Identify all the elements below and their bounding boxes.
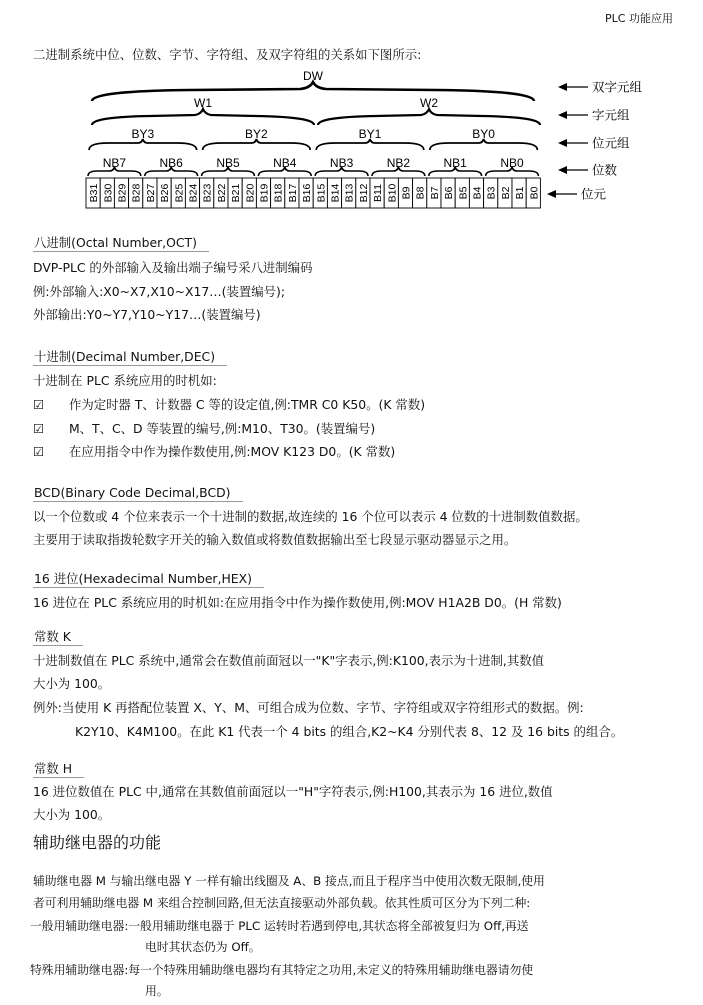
w2-label: W2 <box>420 96 438 110</box>
bit-label: B23 <box>201 183 214 203</box>
legend-label: 位元 <box>581 187 607 202</box>
bit-label: B26 <box>159 183 172 203</box>
legend-label: 字元组 <box>592 108 630 123</box>
octal-heading: 八进制(Octal Number,OCT) <box>33 233 209 252</box>
arrow-head-icon <box>547 190 556 198</box>
bit-label: B6 <box>443 186 456 200</box>
nibble-label: NB6 <box>159 156 183 170</box>
relay-title: 辅助继电器的功能 <box>33 833 162 852</box>
dw-brace <box>92 82 534 101</box>
nibble-label: NB3 <box>329 156 354 170</box>
bit-label: B2 <box>499 186 512 200</box>
decimal-heading: 十进制(Decimal Number,DEC) <box>33 347 227 366</box>
arrow-head-icon <box>558 83 567 91</box>
const-k-line-3: 例外:当使用 K 再搭配位装置 X、Y、M、可组合成为位数、字节、字符组或双字符组形式的数据。例: <box>33 700 584 715</box>
octal-line-3: 外部输出:Y0~Y7,Y10~Y17…(装置编号) <box>33 307 261 322</box>
bit-label: B5 <box>457 186 470 200</box>
bit-cells <box>86 178 540 208</box>
decimal-item-text: M、T、C、D 等装置的编号,例:M10、T30。(装置编号) <box>68 421 376 436</box>
bit-label: B29 <box>116 183 129 203</box>
nibble-braces <box>88 167 538 176</box>
diagram-legend <box>547 81 643 202</box>
bcd-line-1: 以一个位数或 4 个位来表示一个十进制的数据,故连续的 16 个位可以表示 4 位数的十进制数值数据。 <box>33 509 588 524</box>
bit-label: B9 <box>400 186 413 200</box>
relay-line-2: 者可利用辅助继电器 M 来组合控制回路,但无法直接驱动外部负载。依其性质可区分为下列二种: <box>33 896 531 910</box>
const-h-line-1: 16 进位数值在 PLC 中,通常在其数值前面冠以一"H"字符表示,例:H100,其表示为 16 进位,数值 <box>33 784 553 799</box>
octal-line-2: 例:外部输入:X0~X7,X10~X17…(装置编号); <box>33 284 286 299</box>
const-k-line-2: 大小为 100。 <box>33 676 111 691</box>
decimal-item-3 <box>33 443 395 461</box>
bit-label: B18 <box>272 183 285 203</box>
relay-line-5: 特殊用辅助继电器:每一个特殊用辅助继电器均有其特定之功用,未定义的特殊用辅助继电器请勿使 <box>30 963 534 977</box>
bit-label: B20 <box>244 183 257 203</box>
checkbox-icon: ☑ <box>33 444 45 459</box>
byte-label: BY2 <box>245 127 268 141</box>
octal-line-1: DVP-PLC 的外部输入及输出端子编号采八进制编码 <box>33 260 313 275</box>
page-header: PLC 功能应用 <box>605 12 673 25</box>
bcd-heading: BCD(Binary Code Decimal,BCD) <box>33 483 243 502</box>
relay-line-3: 一般用辅助继电器:一般用辅助继电器于 PLC 运转时若遇到停电,其状态将全部被复归为 Off,再送 <box>30 919 529 933</box>
decimal-item-1 <box>33 396 425 414</box>
bit-label: B31 <box>88 183 101 203</box>
bit-label: B21 <box>230 183 243 203</box>
byte-braces <box>89 139 537 150</box>
byte-labels <box>131 127 495 141</box>
const-h-line-2: 大小为 100。 <box>33 807 111 822</box>
bit-label: B28 <box>130 183 143 203</box>
bit-label: B30 <box>102 183 115 203</box>
byte-label: BY0 <box>472 127 495 141</box>
legend-label: 位数 <box>592 163 618 178</box>
bit-label: B15 <box>315 183 328 203</box>
bit-label: B0 <box>528 186 541 200</box>
const-k-line-4: K2Y10、K4M100。在此 K1 代表一个 4 bits 的组合,K2~K4 分别代表 8、12 及 16 bits 的组合。 <box>75 724 624 739</box>
checkbox-icon: ☑ <box>33 397 45 412</box>
bit-label: B17 <box>286 183 299 203</box>
bit-relationship-diagram <box>0 60 703 220</box>
bit-label: B25 <box>173 183 186 203</box>
const-k-line-1: 十进制数值在 PLC 系统中,通常会在数值前面冠以一"K"字表示,例:K100,表示为十进制,其数值 <box>33 653 545 668</box>
dw-label: DW <box>303 69 323 83</box>
relay-line-4: 电时其状态仍为 Off。 <box>145 940 261 954</box>
nibble-label: NB4 <box>273 156 297 170</box>
w2-brace <box>318 109 540 125</box>
bit-label: B16 <box>301 183 314 203</box>
checkbox-icon: ☑ <box>33 421 45 436</box>
w1-brace <box>92 109 314 125</box>
legend-label: 位元组 <box>592 136 630 151</box>
nibble-label: NB5 <box>216 156 240 170</box>
w1-label: W1 <box>194 96 212 110</box>
bit-label: B14 <box>329 183 342 203</box>
bit-label: B24 <box>187 183 200 203</box>
bit-label: B13 <box>343 183 356 203</box>
nibble-label: NB2 <box>386 156 411 170</box>
decimal-item-2 <box>33 420 375 438</box>
bit-label: B11 <box>372 184 385 202</box>
byte-label: BY3 <box>131 127 155 141</box>
bit-label: B19 <box>258 183 271 203</box>
legend-label: 双字元组 <box>592 80 643 95</box>
bit-label: B10 <box>386 183 399 203</box>
hex-heading: 16 进位(Hexadecimal Number,HEX) <box>33 569 264 588</box>
relay-line-6: 用。 <box>145 984 169 998</box>
nibble-labels <box>103 156 524 170</box>
bcd-line-2: 主要用于读取指拨轮数字开关的输入数值或将数值数据输出至七段显示驱动器显示之用。 <box>33 532 517 547</box>
arrow-head-icon <box>558 139 567 147</box>
arrow-head-icon <box>558 166 567 174</box>
bit-label: B27 <box>144 183 157 203</box>
decimal-intro: 十进制在 PLC 系统应用的时机如: <box>33 373 217 388</box>
bit-label: B7 <box>428 186 441 200</box>
decimal-item-text: 作为定时器 T、计数器 C 等的设定值,例:TMR C0 K50。(K 常数) <box>68 397 426 412</box>
relay-line-1: 辅助继电器 M 与输出继电器 Y 一样有输出线圈及 A、B 接点,而且于程序当中使用次数无限制,使用 <box>33 874 545 888</box>
nibble-label: NB0 <box>500 156 524 170</box>
const-h-heading: 常数 H <box>33 759 84 778</box>
nibble-label: NB7 <box>102 156 127 170</box>
bit-label: B3 <box>485 186 498 200</box>
intro-text: 二进制系统中位、位数、字节、字符组、及双字符组的关系如下图所示: <box>33 47 422 62</box>
arrow-head-icon <box>558 111 567 119</box>
bit-label: B8 <box>414 186 427 200</box>
nibble-label: NB1 <box>443 156 467 170</box>
byte-label: BY1 <box>358 127 382 141</box>
hex-line-1: 16 进位在 PLC 系统应用的时机如:在应用指令中作为操作数使用,例:MOV H1A2B D0。(H 常数) <box>33 595 562 610</box>
bit-label: B1 <box>514 186 527 200</box>
bit-label: B4 <box>471 186 484 200</box>
bit-label: B22 <box>215 183 228 203</box>
decimal-item-text: 在应用指令中作为操作数使用,例:MOV K123 D0。(K 常数) <box>68 444 396 459</box>
const-k-heading: 常数 K <box>33 627 83 646</box>
bit-label: B12 <box>357 183 370 203</box>
